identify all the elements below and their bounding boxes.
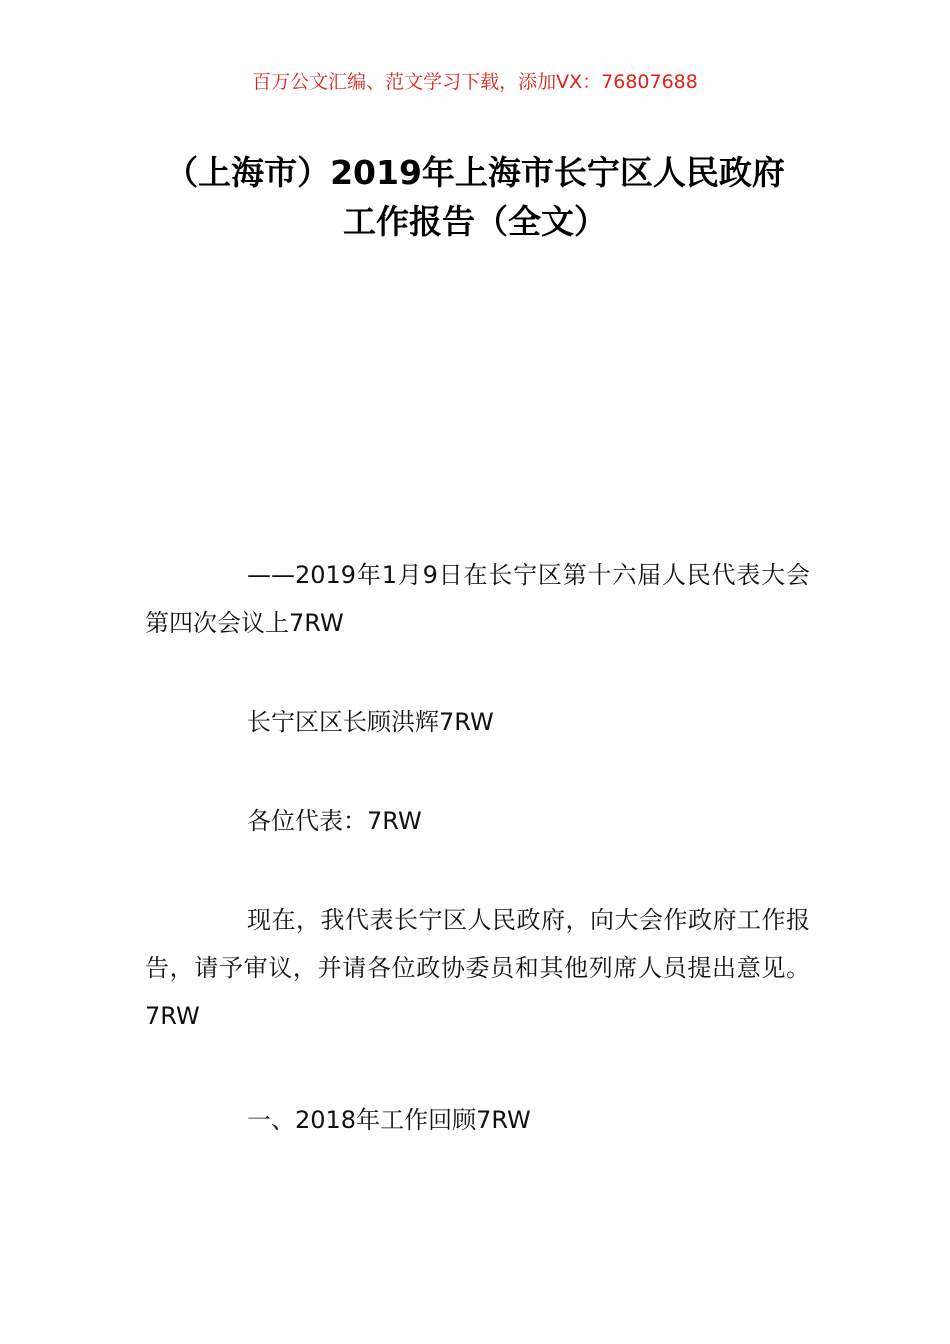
- document-title-line-2: 工作报告（全文）: [343, 202, 607, 241]
- document-title-line-1: （上海市）2019年上海市长宁区人民政府: [165, 153, 785, 192]
- paragraph-meeting-info: ——2019年1月9日在长宁区第十六届人民代表大会第四次会议上7RW: [145, 561, 810, 637]
- section-heading-review: 一、2018年工作回顾7RW: [247, 1106, 531, 1134]
- paragraph-speaker: 长宁区区长顾洪辉7RW: [247, 708, 494, 736]
- paragraph-salutation: 各位代表：7RW: [247, 807, 422, 835]
- paragraph-opening: 现在，我代表长宁区人民政府，向大会作政府工作报告，请予审议，并请各位政协委员和其他列席人员提出意见。7RW: [145, 906, 810, 1030]
- header-promo-note: 百万公文汇编、范文学习下载，添加VX：76807688: [252, 71, 698, 93]
